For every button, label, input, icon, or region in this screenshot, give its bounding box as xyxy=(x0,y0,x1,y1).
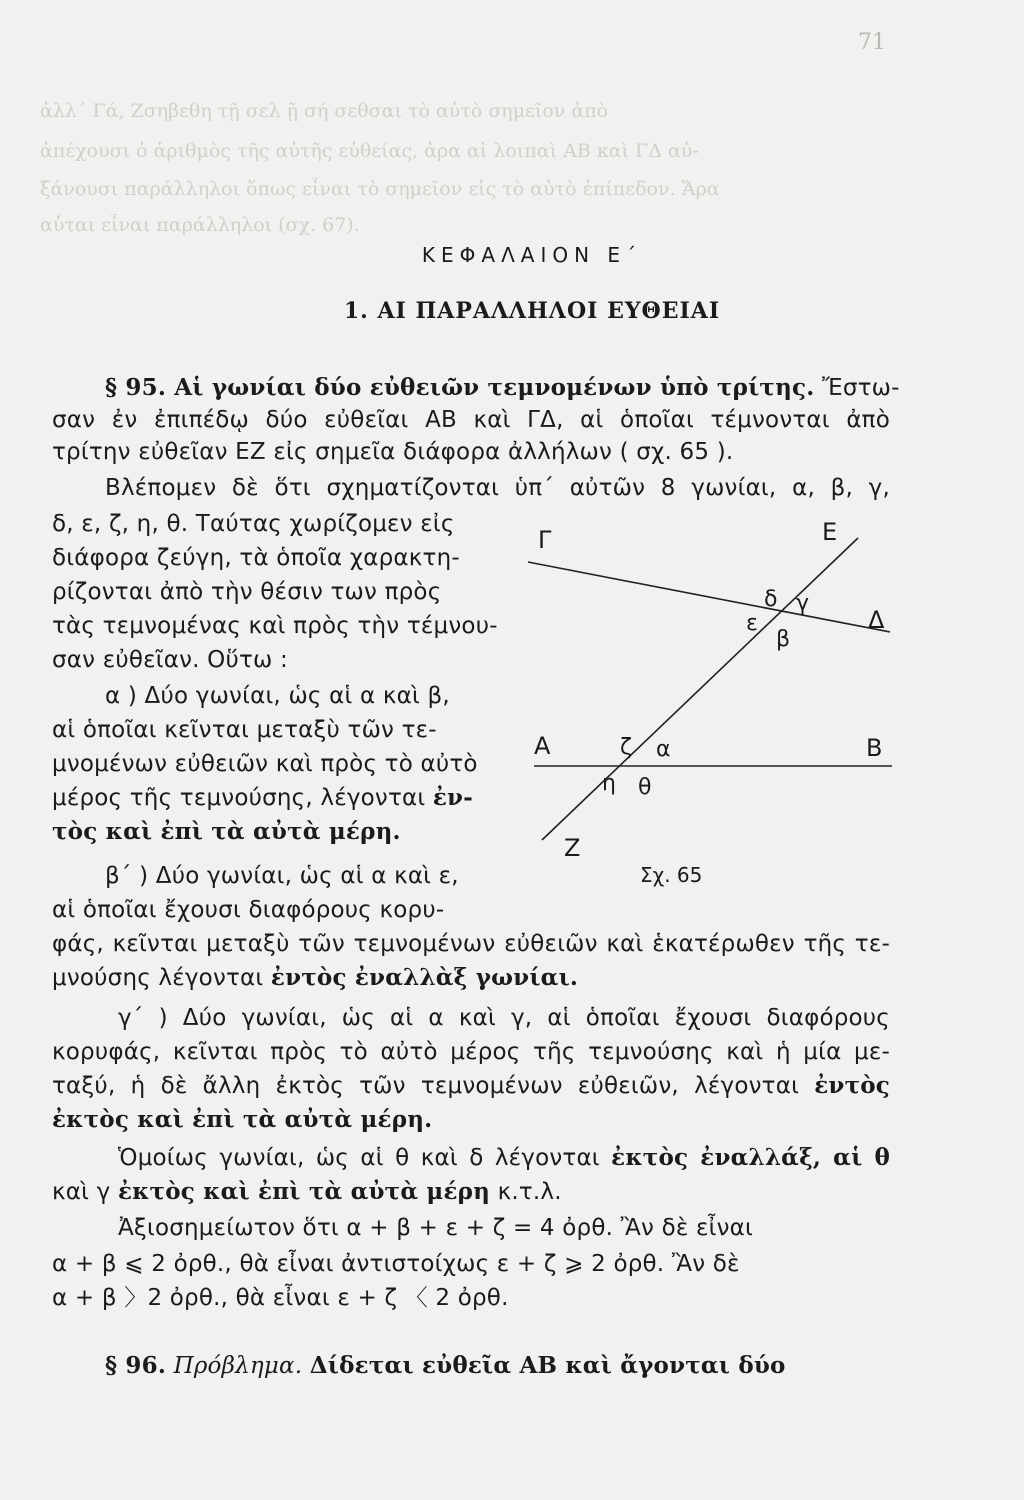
bleed-through-line: ἀπέχουσι ὁ ἀριθμὸς τῆς αὐτῆς εὐθείας, ἀρα αἱ λοιπαὶ ΑΒ καὶ ΓΔ αὐ- xyxy=(40,140,699,162)
angle-label-a: α xyxy=(656,737,671,762)
point-label-e: Ε xyxy=(822,518,838,546)
text-line: διάφορα ζεύγη, τὰ ὁποῖα χαρακτη- xyxy=(52,545,460,571)
text-line: τρίτην εὐθεῖαν ΕΖ εἰς σημεῖα διάφορα ἀλλήλων ( σχ. 65 ). xyxy=(52,439,734,465)
chapter-heading: ΚΕΦΑΛΑΙΟΝ Ε΄ xyxy=(421,243,643,267)
text-line: σαν ἐν ἐπιπέδῳ δύο εὐθεῖαι ΑΒ καὶ ΓΔ, αἱ ὁποῖαι τέμνονται ἀπὸ xyxy=(52,407,890,433)
text-line xyxy=(105,372,900,404)
text-line: β΄ ) Δύο γωνίαι, ὡς αἱ α καὶ ε, xyxy=(105,863,459,889)
bold-term: ἐν- xyxy=(432,784,473,811)
point-label-g: Γ xyxy=(538,526,552,554)
bold-term: Δίδεται εὐθεῖα ΑΒ καὶ ἄγονται δύο xyxy=(309,1352,786,1379)
page-number: 71 xyxy=(858,30,886,55)
text-line: τὸς καὶ ἐπὶ τὰ αὐτὰ μέρη. xyxy=(52,818,401,845)
bold-term: ἐκτὸς ἐναλλάξ, αἱ θ xyxy=(611,1144,890,1171)
angle-label-b: β xyxy=(776,627,791,652)
text-line: αἱ ὁποῖαι ἔχουσι διαφόρους κορυ- xyxy=(52,897,445,923)
angle-label-g: γ xyxy=(796,591,810,616)
angle-label-z: ζ xyxy=(620,735,632,760)
bold-term: ἐντὸς xyxy=(814,1072,890,1099)
text-line: κορυφάς, κεῖνται πρὸς τὸ αὐτὸ μέρος τῆς τεμνούσης καὶ ἡ μία με- xyxy=(52,1039,890,1065)
text-line xyxy=(52,962,578,994)
text-line: ἐκτὸς καὶ ἐπὶ τὰ αὐτὰ μέρη. xyxy=(52,1106,433,1133)
bold-term: ἐντὸς ἐναλλὰξ γωνίαι. xyxy=(270,964,579,991)
text-line xyxy=(105,1350,786,1382)
text-line: α + β ⩽ 2 ὀρθ., θὰ εἶναι ἀντιστοίχως ε + ζ ⩾ 2 ὀρθ. Ἂν δὲ xyxy=(52,1251,740,1277)
bleed-through-line: αὗται εἶναι παράλληλοι (σχ. 67). xyxy=(40,214,360,236)
text-span: καὶ γ xyxy=(52,1179,118,1205)
angle-label-h: η xyxy=(602,771,616,796)
text-line: α + β 〉2 ὀρθ., θὰ εἶναι ε + ζ 〈 2 ὀρθ. xyxy=(52,1285,509,1311)
angle-label-d: δ xyxy=(764,587,778,612)
line-ez xyxy=(542,538,858,840)
text-line: μνομένων εὐθειῶν καὶ πρὸς τὸ αὐτὸ xyxy=(52,751,478,777)
angle-label-th: θ xyxy=(638,775,652,800)
point-label-z: Ζ xyxy=(564,834,581,862)
line-gd xyxy=(528,562,890,632)
angle-label-e: ε xyxy=(746,611,758,636)
text-span: μνούσης λέγονται xyxy=(52,965,271,991)
text-line: Βλέπομεν δὲ ὅτι σχηματίζονται ὑπ΄ αὐτῶν 8 γωνίαι, α, β, γ, xyxy=(105,475,890,501)
text-line: δ, ε, ζ, η, θ. Ταύτας χωρίζομεν εἰς xyxy=(52,511,455,537)
text-line xyxy=(118,1142,890,1174)
bold-term: ἐκτὸς καὶ ἐπὶ τὰ αὐτὰ μέρη xyxy=(117,1178,491,1205)
bleed-through-line: ἀλλ΄ Γά, Ζσηβεθη τῇ σελ ῇ σή σεθσαι τὸ αὐτὸ σημεῖον ἀπὸ xyxy=(40,100,609,122)
text-span: ταξύ, ἡ δὲ ἄλλη ἐκτὸς τῶν τεμνομένων εὐθειῶν, λέγονται xyxy=(52,1073,815,1099)
text-line: τὰς τεμνομένας καὶ πρὸς τὴν τέμνου- xyxy=(52,613,498,639)
text-span: Ὁμοίως γωνίαι, ὡς αἱ θ καὶ δ λέγονται xyxy=(118,1145,612,1171)
point-label-d: Δ xyxy=(868,606,885,634)
text-span: μέρος τῆς τεμνούσης, λέγονται xyxy=(52,785,433,811)
bold-heading: § 95. Αἱ γωνίαι δύο εὐθειῶν τεμνομένων ὑπὸ τρίτης. xyxy=(105,374,815,401)
text-line xyxy=(52,1176,562,1208)
point-label-b: Β xyxy=(866,734,883,762)
text-line: αἱ ὁποῖαι κεῖνται μεταξὺ τῶν τε- xyxy=(52,717,437,743)
text-line xyxy=(52,782,473,814)
point-label-a: Α xyxy=(534,732,551,760)
text-span: Ἔστω- xyxy=(814,375,900,401)
figure-caption: Σχ. 65 xyxy=(640,863,703,887)
text-line xyxy=(52,1070,890,1102)
text-line: α ) Δύο γωνίαι, ὡς αἱ α καὶ β, xyxy=(105,683,450,709)
text-line: ρίζονται ἀπὸ τὴν θέσιν των πρὸς xyxy=(52,579,442,605)
text-line: Ἀξιοσημείωτον ὅτι α + β + ε + ζ = 4 ὀρθ. Ἂν δὲ εἶναι xyxy=(118,1215,753,1241)
italic-term: Πρόβλημα. xyxy=(173,1353,303,1379)
text-span: κ.τ.λ. xyxy=(490,1179,562,1205)
section-title: 1. ΑΙ ΠΑΡΑΛΛΗΛΟΙ ΕΥΘΕΙΑΙ xyxy=(343,298,721,324)
text-line: σαν εὐθεῖαν. Οὕτω : xyxy=(52,647,288,673)
text-line: γ΄ ) Δύο γωνίαι, ὡς αἱ α καὶ γ, αἱ ὁποῖαι ἔχουσι διαφόρους xyxy=(118,1005,890,1031)
bleed-through-line: ξάνουσι παράλληλοι ὅπως εἶναι τὸ σημεῖον εἰς τὸ αὐτὸ ἐπίπεδον. Ἄρα xyxy=(40,178,720,200)
section-number: § 96. xyxy=(105,1352,167,1379)
text-line: φάς, κεῖνται μεταξὺ τῶν τεμνομένων εὐθειῶν καὶ ἑκατέρωθεν τῆς τε- xyxy=(52,931,890,957)
figure-65 xyxy=(520,500,900,900)
